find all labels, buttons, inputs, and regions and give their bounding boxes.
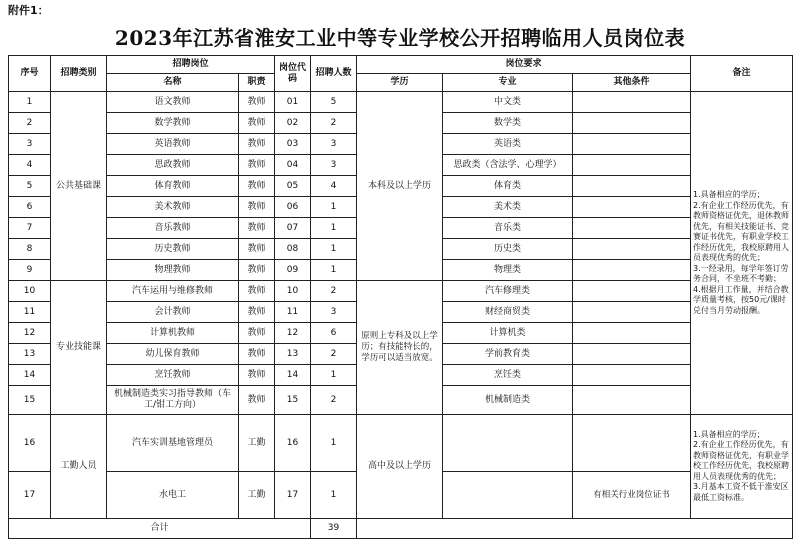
row-post-name: 美术教师 [107, 197, 239, 218]
row-post-duty: 教师 [239, 344, 275, 365]
row-count: 2 [311, 344, 357, 365]
total-count: 39 [311, 519, 357, 539]
row-post-name: 会计教师 [107, 302, 239, 323]
row-major [443, 415, 573, 472]
row-major: 音乐类 [443, 218, 573, 239]
row-post-duty: 工勤 [239, 415, 275, 472]
row-other [573, 92, 691, 113]
row-count: 4 [311, 176, 357, 197]
row-code: 07 [275, 218, 311, 239]
row-post-duty: 教师 [239, 176, 275, 197]
header-other: 其他条件 [573, 74, 691, 92]
remarks-workers: 1.具备相应的学历； 2.有企业工作经历优先，有教师资格证优先，有职业学校工作经历优先，我校原聘用人员表现优秀的优先； 3.月基本工资不低于淮安区最低工资标准。 [691, 415, 793, 519]
row-count: 1 [311, 472, 357, 519]
page-title: 2023年江苏省淮安工业中等专业学校公开招聘临用人员岗位表 [114, 26, 686, 50]
row-post-duty: 工勤 [239, 472, 275, 519]
row-post-name: 英语教师 [107, 134, 239, 155]
row-code: 01 [275, 92, 311, 113]
row-code: 03 [275, 134, 311, 155]
remarks-teachers: 1.具备相应的学历； 2.有企业工作经历优先，有教师资格证优先，退休教师优先，有相关技能证书、竞赛证书优先，有职业学校工作经历优先，我校原聘用人员表现优秀的优先； 3.一经录用，每学年签订劳务合同，不坐班不考勤； 4.根据月工作量，并结合教学质量考核，按50元/课时兑付当月劳动报酬。 [691, 92, 793, 415]
row-code: 13 [275, 344, 311, 365]
row-post-name: 水电工 [107, 472, 239, 519]
row-other [573, 134, 691, 155]
row-seq: 3 [9, 134, 51, 155]
row-count: 1 [311, 197, 357, 218]
total-row [9, 519, 793, 539]
row-code: 05 [275, 176, 311, 197]
row-seq: 16 [9, 415, 51, 472]
row-other: 有相关行业岗位证书 [573, 472, 691, 519]
row-seq: 5 [9, 176, 51, 197]
row-post-duty: 教师 [239, 92, 275, 113]
row-count: 1 [311, 415, 357, 472]
category-basic: 公共基础课 [51, 92, 107, 281]
header-remarks: 备注 [691, 56, 793, 92]
row-seq: 9 [9, 260, 51, 281]
row-other [573, 176, 691, 197]
row-post-name: 幼儿保育教师 [107, 344, 239, 365]
row-post-name: 体育教师 [107, 176, 239, 197]
row-post-duty: 教师 [239, 323, 275, 344]
row-count: 3 [311, 302, 357, 323]
education-skill: 原则上专科及以上学历；有技能特长的，学历可以适当放宽。 [357, 281, 443, 415]
header-post-duty: 职责 [239, 74, 275, 92]
row-other [573, 260, 691, 281]
row-major: 中文类 [443, 92, 573, 113]
row-other [573, 113, 691, 134]
row-other [573, 323, 691, 344]
row-seq: 14 [9, 365, 51, 386]
row-code: 16 [275, 415, 311, 472]
row-post-duty: 教师 [239, 134, 275, 155]
total-label: 合计 [9, 519, 311, 539]
recruitment-table [8, 55, 793, 539]
header-post-group: 招聘岗位 [107, 56, 275, 74]
category-worker: 工勤人员 [51, 415, 107, 519]
row-seq: 17 [9, 472, 51, 519]
row-post-name: 汽车运用与维修教师 [107, 281, 239, 302]
table-row [9, 92, 793, 113]
row-post-name: 机械制造类实习指导教师（车工/钳工方向） [107, 386, 239, 415]
row-post-name: 音乐教师 [107, 218, 239, 239]
row-code: 17 [275, 472, 311, 519]
row-post-duty: 教师 [239, 281, 275, 302]
table-row [9, 415, 793, 472]
row-count: 2 [311, 386, 357, 415]
row-post-duty: 教师 [239, 155, 275, 176]
row-code: 04 [275, 155, 311, 176]
row-major: 体育类 [443, 176, 573, 197]
row-major: 机械制造类 [443, 386, 573, 415]
header-seq: 序号 [9, 56, 51, 92]
row-major: 学前教育类 [443, 344, 573, 365]
row-seq: 4 [9, 155, 51, 176]
row-major: 思政类（含法学、心理学） [443, 155, 573, 176]
header-requirements-group: 岗位要求 [357, 56, 691, 74]
row-post-duty: 教师 [239, 302, 275, 323]
row-post-duty: 教师 [239, 365, 275, 386]
row-post-name: 语文教师 [107, 92, 239, 113]
row-seq: 1 [9, 92, 51, 113]
row-post-name: 物理教师 [107, 260, 239, 281]
row-count: 5 [311, 92, 357, 113]
row-post-duty: 教师 [239, 239, 275, 260]
row-code: 06 [275, 197, 311, 218]
row-count: 2 [311, 281, 357, 302]
header-major: 专业 [443, 74, 573, 92]
row-other [573, 218, 691, 239]
row-other [573, 281, 691, 302]
row-code: 15 [275, 386, 311, 415]
row-major [443, 472, 573, 519]
row-code: 12 [275, 323, 311, 344]
row-other [573, 239, 691, 260]
row-post-duty: 教师 [239, 113, 275, 134]
category-skill: 专业技能课 [51, 281, 107, 415]
row-seq: 12 [9, 323, 51, 344]
row-post-name: 计算机教师 [107, 323, 239, 344]
row-post-name: 烹饪教师 [107, 365, 239, 386]
header-education: 学历 [357, 74, 443, 92]
row-code: 02 [275, 113, 311, 134]
row-major: 美术类 [443, 197, 573, 218]
row-other [573, 302, 691, 323]
row-code: 08 [275, 239, 311, 260]
education-basic: 本科及以上学历 [357, 92, 443, 281]
row-other [573, 386, 691, 415]
row-other [573, 155, 691, 176]
education-worker: 高中及以上学历 [357, 415, 443, 519]
row-post-name: 汽车实训基地管理员 [107, 415, 239, 472]
row-seq: 7 [9, 218, 51, 239]
row-post-name: 历史教师 [107, 239, 239, 260]
row-other [573, 344, 691, 365]
row-count: 1 [311, 260, 357, 281]
row-code: 14 [275, 365, 311, 386]
row-code: 10 [275, 281, 311, 302]
total-empty [357, 519, 793, 539]
row-major: 计算机类 [443, 323, 573, 344]
header-code: 岗位代码 [275, 56, 311, 92]
row-seq: 10 [9, 281, 51, 302]
row-seq: 15 [9, 386, 51, 415]
row-seq: 8 [9, 239, 51, 260]
row-post-duty: 教师 [239, 197, 275, 218]
header-count: 招聘人数 [311, 56, 357, 92]
row-code: 09 [275, 260, 311, 281]
row-seq: 2 [9, 113, 51, 134]
row-major: 汽车修理类 [443, 281, 573, 302]
row-post-duty: 教师 [239, 218, 275, 239]
row-code: 11 [275, 302, 311, 323]
row-other [573, 365, 691, 386]
row-seq: 13 [9, 344, 51, 365]
row-major: 历史类 [443, 239, 573, 260]
row-major: 烹饪类 [443, 365, 573, 386]
header-post-name: 名称 [107, 74, 239, 92]
row-seq: 11 [9, 302, 51, 323]
row-count: 1 [311, 239, 357, 260]
row-count: 1 [311, 365, 357, 386]
row-post-name: 数学教师 [107, 113, 239, 134]
row-post-duty: 教师 [239, 260, 275, 281]
header-category: 招聘类别 [51, 56, 107, 92]
row-count: 1 [311, 218, 357, 239]
row-major: 财经商贸类 [443, 302, 573, 323]
row-seq: 6 [9, 197, 51, 218]
row-major: 数学类 [443, 113, 573, 134]
table-row [9, 281, 793, 302]
row-major: 物理类 [443, 260, 573, 281]
row-major: 英语类 [443, 134, 573, 155]
attachment-label: 附件1： [8, 4, 49, 17]
row-other [573, 197, 691, 218]
row-count: 6 [311, 323, 357, 344]
row-count: 2 [311, 113, 357, 134]
row-count: 3 [311, 155, 357, 176]
row-post-duty: 教师 [239, 386, 275, 415]
row-count: 3 [311, 134, 357, 155]
row-post-name: 思政教师 [107, 155, 239, 176]
row-other [573, 415, 691, 472]
